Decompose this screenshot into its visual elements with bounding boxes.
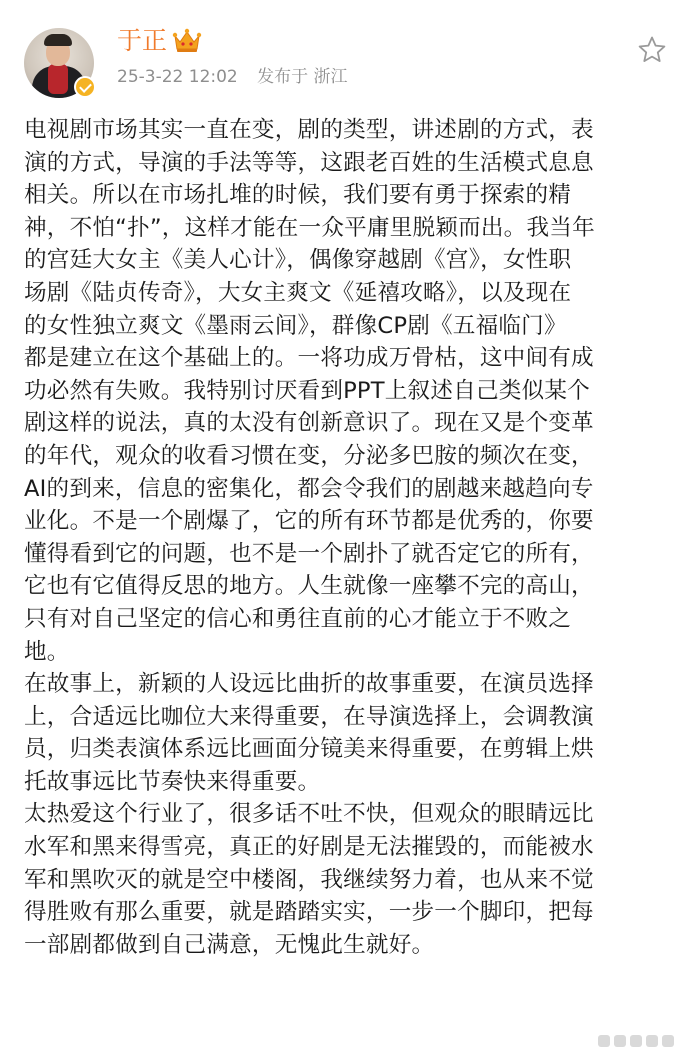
star-icon[interactable] <box>636 34 668 66</box>
avatar-hair <box>44 34 72 46</box>
post-header <box>0 0 690 110</box>
post-paragraph: 电视剧市场其实一直在变，剧的类型，讲述剧的方式，表 演的方式，导演的手法等等，这跟老百姓的生活模式息息 相关。所以在市场扎堆的时候，我们要有勇于探索的精 神，不怕“扑”，这样才能在一众平庸里脱颖而出。我当年 的宫廷大女主《美人心计》，偶像穿越剧《宫》，女性职 场剧《陆贞传奇》，大女主爽文《延禧攻略》，以及现在 的女性独立爽文《墨雨云间》，群像CP剧《五福临门》 都是建立在这个基础上的。一将功成万骨枯，这中间有成 功必然有失败。我特别讨厌看到PPT上叙述自己类似某个 剧这样的说法，真的太没有创新意识了。现在又是个变革 的年代，观众的收看习惯在变，分泌多巴胺的频次在变， AI的到来，信息的密集化，都会令我们的剧越来越趋向专 业化。不是一个剧爆了，它的所有环节都是优秀的，你要 懂得看到它的问题，也不是一个剧扑了就否定它的所有， 它也有它值得反思的地方。人生就像一座攀不完的高山， 只有对自己坚定的信心和勇往直前的心才能立于不败之 地。 <box>24 117 595 665</box>
post-meta <box>117 66 362 88</box>
verified-badge-icon <box>74 76 96 98</box>
crown-icon <box>172 28 202 54</box>
post-body <box>24 114 674 961</box>
author-name[interactable]: 于正 <box>117 26 168 55</box>
post-location: 发布于 浙江 <box>257 67 348 87</box>
post-timestamp: 25-3-22 12:02 <box>117 67 238 87</box>
watermark <box>598 1032 684 1046</box>
post-paragraph: 太热爱这个行业了，很多话不吐不快，但观众的眼睛远比 水军和黑来得雪亮，真正的好剧是无法摧毁的，而能被水 军和黑吹灭的就是空中楼阁，我继续努力着，也从来不觉 得胜败有那么重要，就是踏踏实实，一步一个脚印，把每 一部剧都做到自己满意，无愧此生就好。 <box>24 801 594 958</box>
post-paragraph: 在故事上，新颖的人设远比曲折的故事重要，在演员选择 上，合适远比咖位大来得重要，在导演选择上，会调教演 员，归类表演体系远比画面分镜美来得重要，在剪辑上烘 托故事远比节奏快来得重要。 <box>24 671 594 795</box>
avatar-scarf <box>48 64 68 94</box>
